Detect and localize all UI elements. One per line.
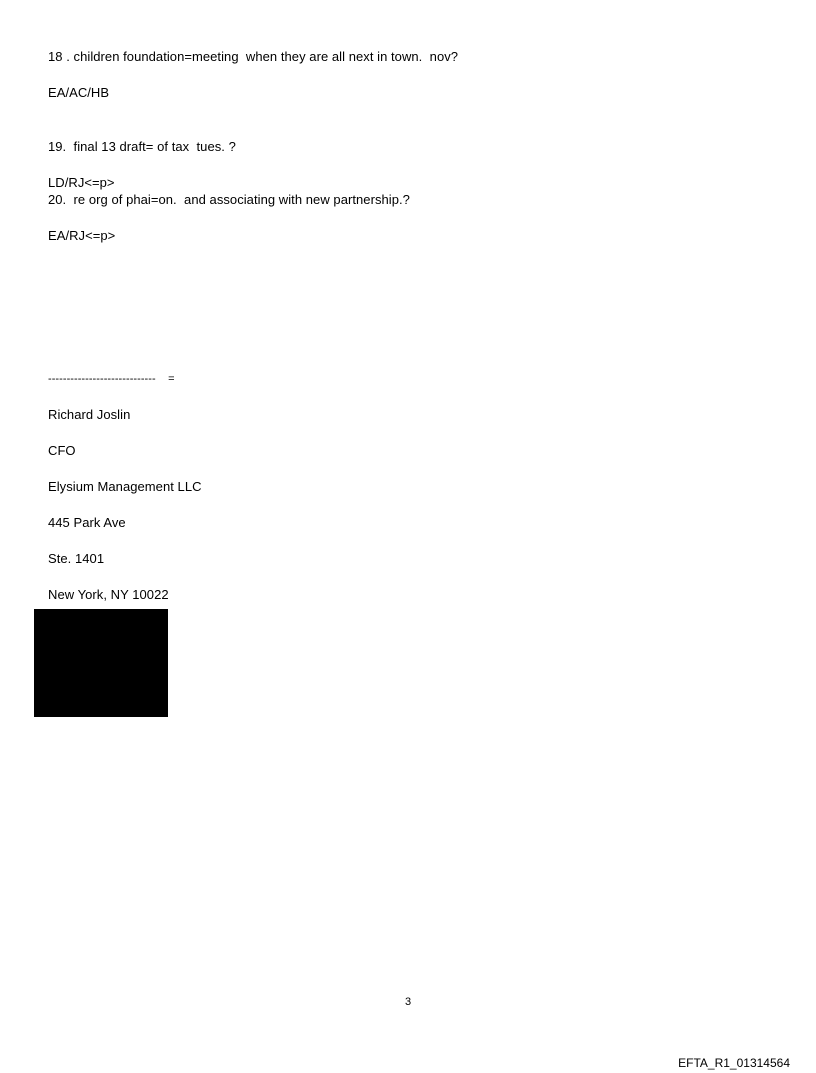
- item-20-assignees: EA/RJ<=p>: [48, 228, 116, 243]
- signature-company: Elysium Management LLC: [48, 479, 202, 494]
- page-number: 3: [404, 996, 412, 1008]
- item-19-text: 19. final 13 draft= of tax tues. ?: [48, 139, 236, 154]
- item-20-text: 20. re org of phai=on. and associating with new partnership.?: [48, 192, 410, 207]
- signature-street: 445 Park Ave: [48, 515, 126, 530]
- signature-suite: Ste. 1401: [48, 551, 105, 566]
- item-18-assignees: EA/AC/HB: [48, 85, 110, 100]
- signature-name: Richard Joslin: [48, 407, 131, 422]
- item-18-text: 18 . children foundation=meeting when they are all next in town. nov?: [48, 49, 459, 64]
- signature-city: New York, NY 10022: [48, 587, 169, 602]
- redaction-block: [34, 609, 168, 717]
- document-id: EFTA_R1_01314564: [678, 1056, 790, 1070]
- item-19-assignees: LD/RJ<=p>: [48, 175, 115, 190]
- signature-title: CFO: [48, 443, 76, 458]
- signature-separator: ----------------------------- =: [48, 373, 175, 385]
